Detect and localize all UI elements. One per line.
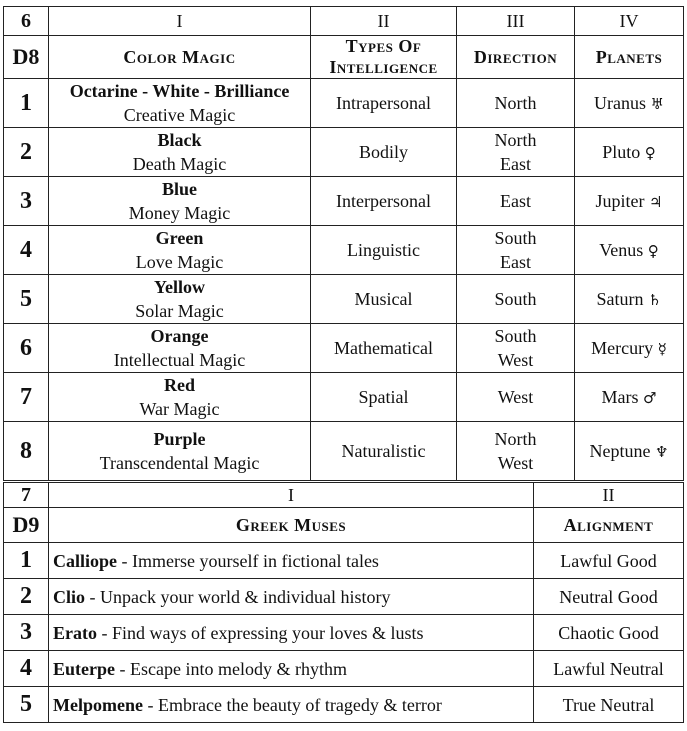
table-row bbox=[4, 373, 684, 422]
magic-type: Love Magic bbox=[135, 252, 224, 272]
col-numeral: I bbox=[49, 483, 534, 508]
intelligence-cell: Naturalistic bbox=[311, 422, 457, 481]
row-number: 3 bbox=[4, 615, 49, 651]
color-magic-cell bbox=[49, 128, 311, 177]
table-row bbox=[4, 543, 684, 579]
col-numeral: II bbox=[311, 7, 457, 36]
muse-description: Escape into melody & rhythm bbox=[130, 658, 347, 679]
color-name: Yellow bbox=[154, 277, 205, 297]
color-magic-cell bbox=[49, 79, 311, 128]
intelligence-cell: Mathematical bbox=[311, 324, 457, 373]
magic-type: Transcendental Magic bbox=[99, 453, 260, 473]
table-row bbox=[4, 651, 684, 687]
color-name: Purple bbox=[153, 429, 206, 449]
direction-cell bbox=[457, 373, 575, 422]
row-number: 5 bbox=[4, 275, 49, 324]
planet-cell bbox=[575, 275, 684, 324]
col-numeral: IV bbox=[575, 7, 684, 36]
color-magic-cell bbox=[49, 226, 311, 275]
color-name: Blue bbox=[161, 179, 197, 199]
row-number: 6 bbox=[4, 324, 49, 373]
planet-cell bbox=[575, 128, 684, 177]
planet-cell bbox=[575, 79, 684, 128]
table-row bbox=[4, 177, 684, 226]
table-row bbox=[4, 579, 684, 615]
header-direction: Direction bbox=[457, 36, 575, 79]
die-label: D8 bbox=[4, 36, 49, 79]
row-number: 1 bbox=[4, 79, 49, 128]
planet-name: Mars bbox=[601, 386, 639, 407]
header-row bbox=[4, 508, 684, 543]
muse-description: Find ways of expressing your loves & lusts bbox=[112, 622, 424, 643]
header-greek-muses: Greek Muses bbox=[49, 508, 534, 543]
planet-name: Neptune bbox=[589, 440, 651, 461]
muse-name: Clio bbox=[53, 586, 86, 607]
table-row bbox=[4, 422, 684, 481]
top-die-label: 7 bbox=[4, 483, 49, 508]
col-numeral: III bbox=[457, 7, 575, 36]
die-label: D9 bbox=[4, 508, 49, 543]
planet-cell bbox=[575, 373, 684, 422]
planet-name: Venus bbox=[599, 239, 644, 260]
row-number: 5 bbox=[4, 687, 49, 723]
muse-cell: Euterpe - Escape into melody & rhythm bbox=[49, 651, 534, 687]
planet-symbol-icon: ♅ bbox=[650, 94, 664, 113]
planet-cell bbox=[575, 422, 684, 481]
color-magic-cell bbox=[49, 177, 311, 226]
direction-cell bbox=[457, 324, 575, 373]
muse-cell: Calliope - Immerse yourself in fictional tales bbox=[49, 543, 534, 579]
direction-line: South bbox=[494, 289, 537, 309]
color-magic-cell bbox=[49, 324, 311, 373]
muse-name: Calliope bbox=[53, 550, 118, 571]
direction-line: North bbox=[494, 93, 537, 113]
table-row bbox=[4, 226, 684, 275]
direction-line: North bbox=[494, 429, 537, 449]
direction-cell bbox=[457, 275, 575, 324]
planet-name: Jupiter bbox=[595, 190, 645, 211]
row-number: 3 bbox=[4, 177, 49, 226]
planet-symbol-icon: ♃ bbox=[649, 192, 663, 211]
direction-cell bbox=[457, 177, 575, 226]
direction-line: West bbox=[497, 350, 534, 370]
header-planets: Planets bbox=[575, 36, 684, 79]
direction-line: South bbox=[494, 228, 537, 248]
magic-type: Solar Magic bbox=[135, 301, 224, 321]
numeral-row bbox=[4, 483, 684, 508]
color-name: Orange bbox=[150, 326, 209, 346]
color-name: Red bbox=[164, 375, 195, 395]
magic-type: Intellectual Magic bbox=[113, 350, 246, 370]
header-row bbox=[4, 36, 684, 79]
header-intelligence: Types Of Intelligence bbox=[311, 36, 457, 79]
color-magic-cell bbox=[49, 373, 311, 422]
magic-type: War Magic bbox=[139, 399, 220, 419]
table-greek-muses bbox=[3, 482, 684, 723]
magic-type: Money Magic bbox=[128, 203, 231, 223]
direction-line: South bbox=[494, 326, 537, 346]
planet-name: Saturn bbox=[596, 288, 644, 309]
intelligence-cell: Linguistic bbox=[311, 226, 457, 275]
planet-symbol-icon: ♆ bbox=[655, 442, 669, 461]
planet-symbol-icon: ♀ bbox=[647, 241, 659, 260]
magic-type: Creative Magic bbox=[123, 105, 236, 125]
direction-cell bbox=[457, 226, 575, 275]
muse-name: Euterpe bbox=[53, 658, 115, 679]
planet-symbol-icon: ♂ bbox=[643, 388, 657, 407]
planet-name: Pluto bbox=[602, 141, 641, 162]
direction-cell bbox=[457, 79, 575, 128]
muse-cell: Erato - Find ways of expressing your loves & lusts bbox=[49, 615, 534, 651]
header-alignment: Alignment bbox=[534, 508, 684, 543]
table-row bbox=[4, 324, 684, 373]
planet-name: Uranus bbox=[594, 92, 647, 113]
table-row bbox=[4, 275, 684, 324]
alignment-cell: Chaotic Good bbox=[534, 615, 684, 651]
row-number: 2 bbox=[4, 128, 49, 177]
direction-line: East bbox=[500, 252, 531, 272]
muse-description: Immerse yourself in fictional tales bbox=[132, 550, 379, 571]
table-row bbox=[4, 128, 684, 177]
color-name: Octarine - White - Brilliance bbox=[69, 81, 290, 101]
planet-cell bbox=[575, 324, 684, 373]
row-number: 8 bbox=[4, 422, 49, 481]
muse-name: Melpomene bbox=[53, 694, 143, 715]
table-color-magic bbox=[3, 6, 684, 481]
muse-description: Unpack your world & individual history bbox=[100, 586, 391, 607]
color-magic-cell bbox=[49, 422, 311, 481]
numeral-row bbox=[4, 7, 684, 36]
intelligence-cell: Musical bbox=[311, 275, 457, 324]
table-row bbox=[4, 79, 684, 128]
direction-line: East bbox=[500, 191, 531, 211]
intelligence-cell: Spatial bbox=[311, 373, 457, 422]
muse-name: Erato bbox=[53, 622, 97, 643]
table-row bbox=[4, 615, 684, 651]
table-row bbox=[4, 687, 684, 723]
muse-cell: Melpomene - Embrace the beauty of tragedy & terror bbox=[49, 687, 534, 723]
row-number: 1 bbox=[4, 543, 49, 579]
muse-cell: Clio - Unpack your world & individual history bbox=[49, 579, 534, 615]
col-numeral: I bbox=[49, 7, 311, 36]
header-color-magic: Color Magic bbox=[49, 36, 311, 79]
row-number: 7 bbox=[4, 373, 49, 422]
planet-symbol-icon: ♀ bbox=[644, 143, 656, 162]
row-number: 2 bbox=[4, 579, 49, 615]
planet-cell bbox=[575, 177, 684, 226]
alignment-cell: True Neutral bbox=[534, 687, 684, 723]
direction-cell bbox=[457, 128, 575, 177]
planet-symbol-icon: ☿ bbox=[657, 339, 667, 358]
row-number: 4 bbox=[4, 226, 49, 275]
alignment-cell: Lawful Neutral bbox=[534, 651, 684, 687]
color-name: Green bbox=[155, 228, 204, 248]
color-name: Black bbox=[157, 130, 202, 150]
planet-cell bbox=[575, 226, 684, 275]
muse-description: Embrace the beauty of tragedy & terror bbox=[157, 694, 442, 715]
direction-line: North bbox=[494, 130, 537, 150]
top-die-label: 6 bbox=[4, 7, 49, 36]
direction-line: West bbox=[497, 453, 534, 473]
magic-type: Death Magic bbox=[132, 154, 227, 174]
intelligence-cell: Interpersonal bbox=[311, 177, 457, 226]
direction-line: East bbox=[500, 154, 531, 174]
intelligence-cell: Intrapersonal bbox=[311, 79, 457, 128]
row-number: 4 bbox=[4, 651, 49, 687]
col-numeral: II bbox=[534, 483, 684, 508]
alignment-cell: Neutral Good bbox=[534, 579, 684, 615]
intelligence-cell: Bodily bbox=[311, 128, 457, 177]
direction-cell bbox=[457, 422, 575, 481]
planet-symbol-icon: ♄ bbox=[648, 290, 662, 309]
direction-line: West bbox=[497, 387, 534, 407]
color-magic-cell bbox=[49, 275, 311, 324]
alignment-cell: Lawful Good bbox=[534, 543, 684, 579]
planet-name: Mercury bbox=[591, 337, 654, 358]
